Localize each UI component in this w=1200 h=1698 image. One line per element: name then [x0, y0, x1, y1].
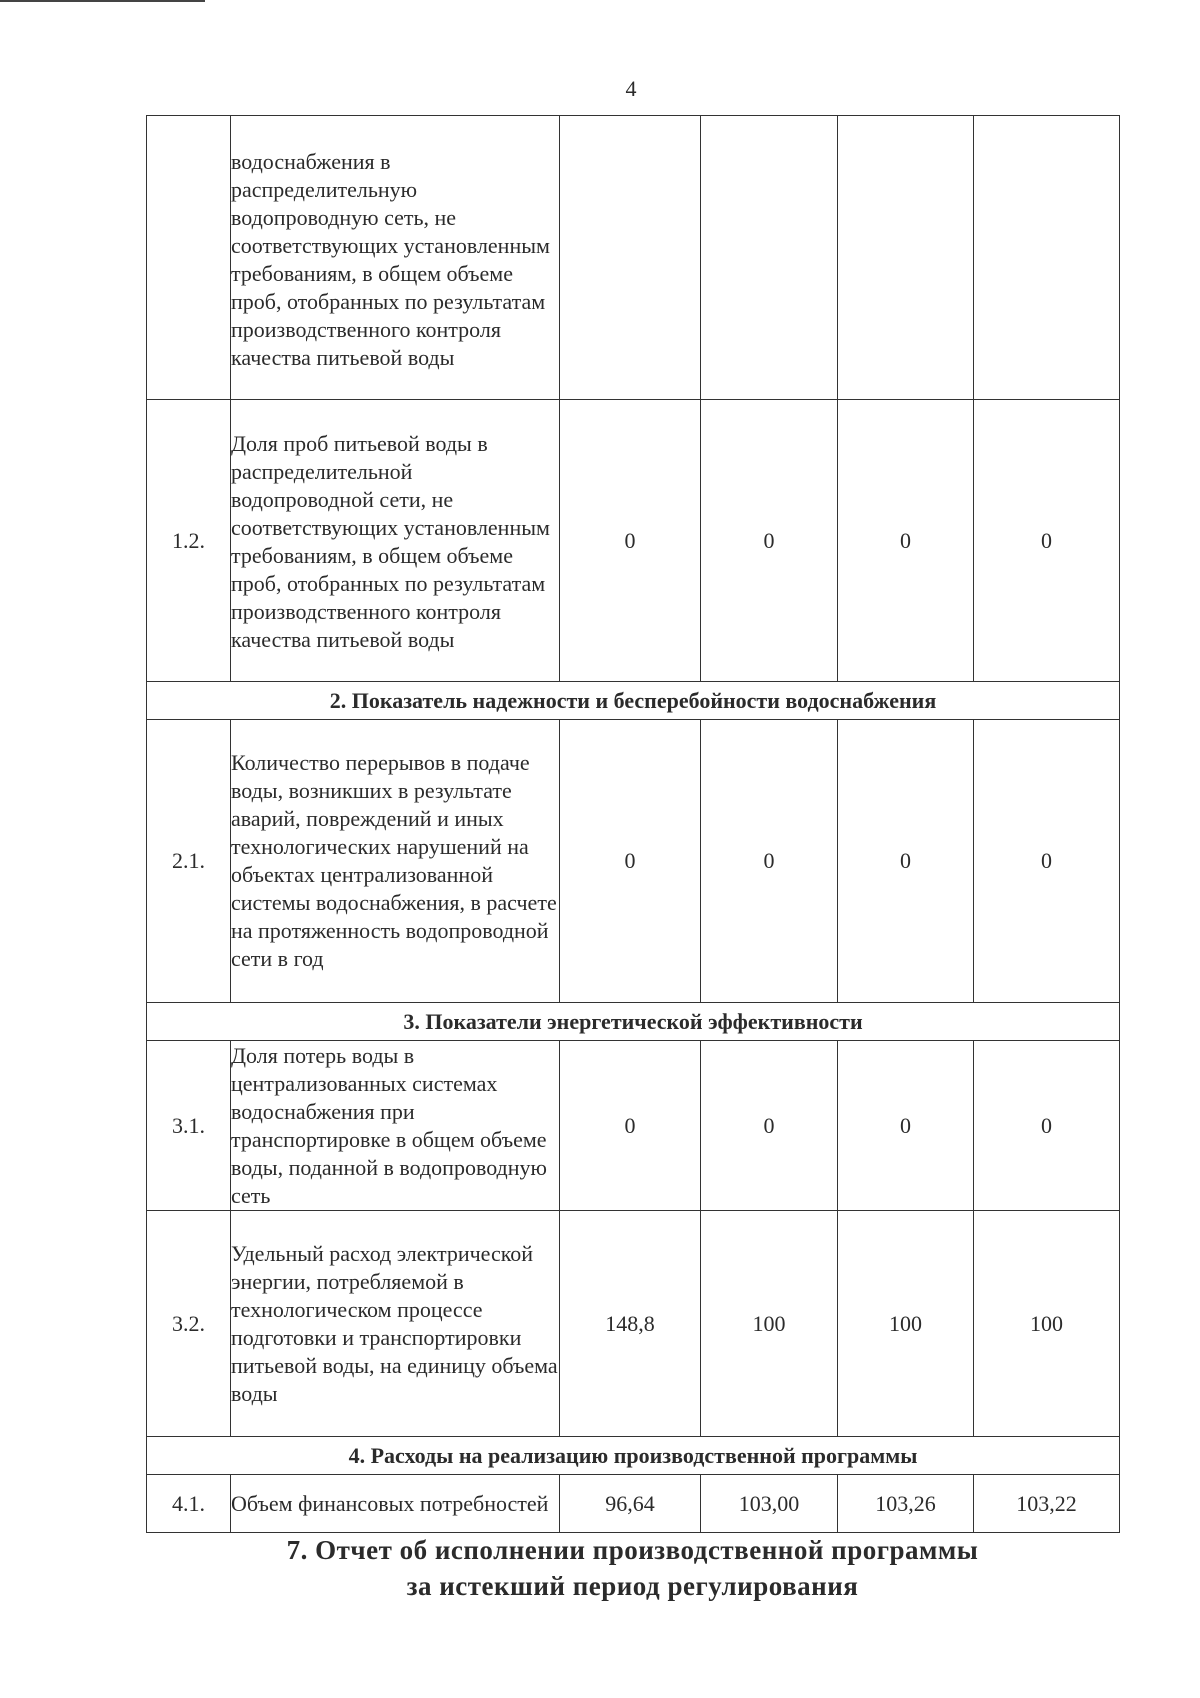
section-heading: 4. Расходы на реализацию производственной программы — [147, 1437, 1120, 1475]
row-value-cell — [701, 116, 838, 400]
section-header-row — [147, 1437, 1120, 1475]
row-value-cell: 103,22 — [974, 1475, 1120, 1533]
row-value-cell — [560, 116, 701, 400]
row-description-cell: Удельный расход электрической энергии, потребляемой в технологическом процессе подготовки и транспортировки питьевой воды, на единицу объема воды — [231, 1211, 560, 1437]
row-value-cell: 0 — [701, 1041, 838, 1211]
row-value-cell: 0 — [838, 400, 974, 682]
section-header-row — [147, 1003, 1120, 1041]
row-value-cell: 0 — [974, 400, 1120, 682]
section-heading: 3. Показатели энергетической эффективности — [147, 1003, 1120, 1041]
page-number: 4 — [625, 76, 637, 101]
row-number-cell: 4.1. — [147, 1475, 231, 1533]
row-value-cell: 148,8 — [560, 1211, 701, 1437]
row-value-cell: 103,00 — [701, 1475, 838, 1533]
row-value-cell: 100 — [838, 1211, 974, 1437]
row-value-cell: 0 — [560, 1041, 701, 1211]
row-value-cell: 0 — [560, 720, 701, 1003]
row-value-cell: 96,64 — [560, 1475, 701, 1533]
row-value-cell: 0 — [838, 720, 974, 1003]
row-value-cell — [974, 116, 1120, 400]
section-heading: 2. Показатель надежности и бесперебойности водоснабжения — [147, 682, 1120, 720]
report-title-line: за истекший период регулирования — [406, 1571, 859, 1601]
row-number-cell: 2.1. — [147, 720, 231, 1003]
row-value-cell: 103,26 — [838, 1475, 974, 1533]
row-description-cell: Доля потерь воды в централизованных системах водоснабжения при транспортировке в общем объеме воды, поданной в водопроводную сеть — [231, 1041, 560, 1211]
table-row — [147, 116, 1120, 400]
row-description-cell: Количество перерывов в подаче воды, возникших в результате аварий, повреждений и иных технологических нарушений на объектах централизованной системы водоснабжения, в расчете на протяженность водопроводной сети в год — [231, 720, 560, 1003]
table-row — [147, 1211, 1120, 1437]
row-value-cell: 100 — [701, 1211, 838, 1437]
table-row — [147, 400, 1120, 682]
row-value-cell: 0 — [838, 1041, 974, 1211]
row-value-cell — [838, 116, 974, 400]
row-description-cell: водоснабжения в распределительную водопроводную сеть, не соответствующих установленным требованиям, в общем объеме проб, отобранных по результатам производственного контроля качества питьевой воды — [231, 116, 560, 400]
table-row — [147, 720, 1120, 1003]
report-title — [146, 1532, 1119, 1604]
table-row — [147, 1475, 1120, 1533]
row-value-cell: 0 — [974, 1041, 1120, 1211]
row-description-cell: Объем финансовых потребностей — [231, 1475, 560, 1533]
section-header-row — [147, 682, 1120, 720]
row-number-cell: 1.2. — [147, 400, 231, 682]
row-value-cell: 0 — [701, 720, 838, 1003]
row-description-cell: Доля проб питьевой воды в распределительной водопроводной сети, не соответствующих установленным требованиям, в общем объеме проб, отобранных по результатам производственного контроля качества питьевой воды — [231, 400, 560, 682]
row-value-cell: 0 — [701, 400, 838, 682]
row-number-cell — [147, 116, 231, 400]
row-value-cell: 100 — [974, 1211, 1120, 1437]
row-number-cell: 3.2. — [147, 1211, 231, 1437]
report-title-line: 7. Отчет об исполнении производственной программы — [286, 1535, 979, 1565]
row-number-cell: 3.1. — [147, 1041, 231, 1211]
row-value-cell: 0 — [974, 720, 1120, 1003]
indicators-table — [146, 115, 1120, 1533]
table-row — [147, 1041, 1120, 1211]
row-value-cell: 0 — [560, 400, 701, 682]
scan-edge-mark — [0, 0, 205, 2]
